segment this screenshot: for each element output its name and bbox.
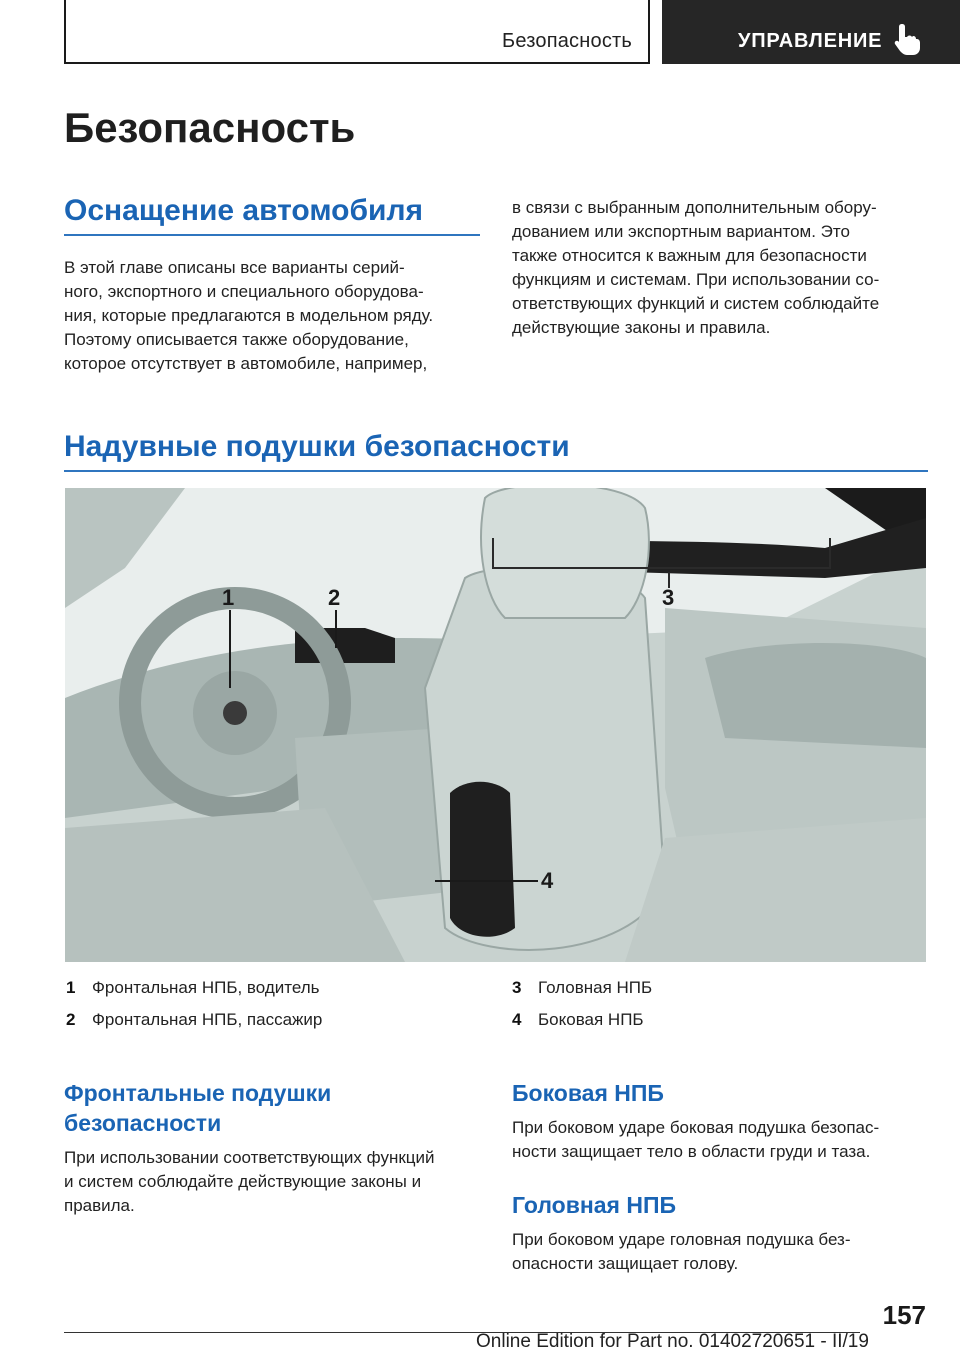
frontal-airbags-heading [64, 1078, 331, 1138]
text-line: ответствующих функций и систем соблюдайте [512, 294, 880, 313]
legend-number: 2 [66, 1010, 76, 1029]
text-line: При боковом ударе боковая подушка безопас- [512, 1118, 880, 1137]
text-line: которое отсутствует в автомобиле, например, [64, 354, 428, 373]
legend-text: Фронтальная НПБ, водитель [92, 978, 320, 997]
airbags-heading: Надувные подушки безопасности [64, 430, 570, 463]
text-line: ного, экспортного и специального оборудова- [64, 282, 424, 301]
text-line: в связи с выбранным дополнительным обору- [512, 198, 877, 217]
equipment-text-right [512, 196, 879, 340]
legend-number: 1 [66, 978, 76, 997]
side-airbag-heading: Боковая НПБ [512, 1080, 664, 1106]
side-airbag-text [512, 1116, 879, 1164]
legend-item [66, 978, 320, 998]
pointing-hand-icon [894, 22, 920, 56]
legend-text: Фронтальная НПБ, пассажир [92, 1010, 323, 1029]
heading-line: безопасности [64, 1110, 222, 1136]
header-section-box [64, 0, 650, 64]
callout-1: 1 [222, 585, 235, 610]
text-line: правила. [64, 1196, 135, 1215]
callout-3: 3 [662, 585, 675, 610]
text-line: также относится к важным для безопасности [512, 246, 867, 265]
legend-number: 4 [512, 1010, 522, 1029]
equipment-text-left [64, 256, 433, 376]
footer-edition: Online Edition for Part no. 01402720651 - II/19 [476, 1331, 869, 1352]
legend-number: 3 [512, 978, 522, 997]
legend-item [512, 978, 652, 998]
text-line: При боковом ударе головная подушка без- [512, 1230, 851, 1249]
text-line: и систем соблюдайте действующие законы и [64, 1172, 422, 1191]
text-line: действующие законы и правила. [512, 318, 771, 337]
text-line: Поэтому описывается также оборудование, [64, 330, 409, 349]
text-line: В этой главе описаны все варианты серий- [64, 258, 405, 277]
legend-text: Головная НПБ [538, 978, 653, 997]
header-chapter-tab [662, 0, 960, 64]
heading-line: Фронтальные подушки [64, 1080, 332, 1106]
header-chapter-title: УПРАВЛЕНИЕ [738, 30, 883, 52]
frontal-airbags-text [64, 1146, 435, 1218]
page-title: Безопасность [64, 104, 356, 151]
airbag-locations-illustration [65, 488, 926, 962]
text-line: При использовании соответствующих функций [64, 1148, 435, 1167]
legend-text: Боковая НПБ [538, 1010, 644, 1029]
callout-2: 2 [328, 585, 341, 610]
head-airbag-heading: Головная НПБ [512, 1192, 677, 1218]
text-line: ния, которые предлагаются в модельном ряду. [64, 306, 434, 325]
equipment-heading: Оснащение автомобиля [64, 194, 424, 227]
legend-item [66, 1010, 322, 1030]
equipment-heading-rule [64, 234, 480, 236]
text-line: опасности защищает голову. [512, 1254, 739, 1273]
page-number: 157 [882, 1300, 926, 1330]
text-line: дованием или экспортным вариантом. Это [512, 222, 850, 241]
callout-4: 4 [541, 868, 554, 893]
head-airbag-text [512, 1228, 851, 1276]
text-line: ности защищает тело в области груди и таза. [512, 1142, 871, 1161]
airbags-heading-rule [64, 470, 928, 472]
header-section-title: Безопасность [502, 30, 632, 52]
legend-item [512, 1010, 644, 1030]
text-line: функциям и системам. При использовании со- [512, 270, 880, 289]
